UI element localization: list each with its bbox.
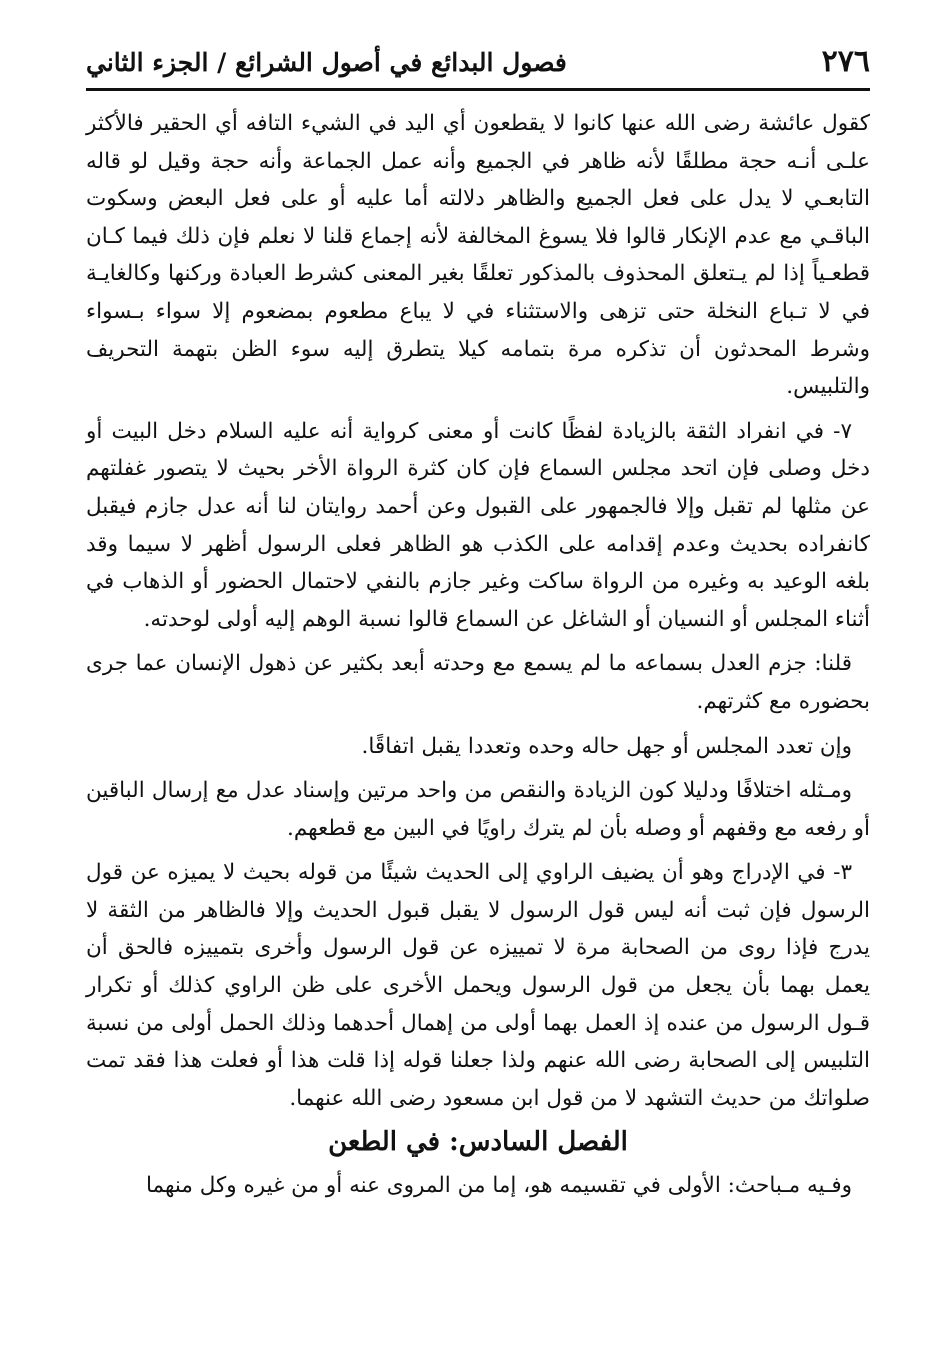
- paragraph-5: ومـثله اختلافًا ودليلا كون الزيادة والنقص من واحد مرتين وإسناد عدل مع إرسال الباقين أو رفعه مع وقفهم أو وصله بأن لم يترك راويًا في البين مع قطعهم.: [86, 778, 870, 841]
- page-header: [86, 38, 870, 91]
- section-first-paragraph: وفـيه مـباحث: الأولى في تقسيمه هو، إما من المروى عنه أو من غيره وكل منهما: [146, 1173, 852, 1199]
- page-number: ٢٧٦: [821, 44, 870, 79]
- paragraph-3: قلنا: جزم العدل بسماعه ما لم يسمع مع وحدته أبعد بكثير عن ذهول الإنسان عما جرى بحضوره مع كثرتهم.: [86, 651, 870, 714]
- paragraph-1: كقول عائشة رضى الله عنها كانوا لا يقطعون أي اليد في الشيء التافه أي الحقير فالأكثر علـى أنـه حجة مطلقًا لأنه ظاهر في الجميع وأنه عمل الجماعة وأنه حجة وقيل لو قاله التابعـي لا يدل على فعل الجميع والظاهر دلالته أما عليه أو على فعل البعض وسكوت الباقـي مع عدم الإنكار قالوا فلا يسوغ المخالفة لأنه إجماع قلنا لا نعلم فإن ذلك فيما كـان قطعـياً إذا لم يـتعلق المحذوف بالمذكور تعلقًا بغير المعنى كشرط العبادة وركنها وكالغايـة في لا تـباع النخلة حتى تزهى والاستثناء في لا يباع مطعوم بمضعوم إلا سواء بـسواء وشرط المحدثون أن تذكره مرة بتمامه كيلا يتطرق إليه سوء الظن بتهمة التحريف والتلبيس.: [86, 111, 870, 400]
- paragraph-4: وإن تعدد المجلس أو جهل حاله وحده وتعددا يقبل اتفاقًا.: [361, 733, 852, 759]
- page-body: [86, 91, 870, 1205]
- document-page: [86, 38, 870, 1205]
- paragraph-6: ٣- في الإدراج وهو أن يضيف الراوي إلى الحديث شيئًا من قوله بحيث لا يميزه عن قول الرسول فإن ثبت أنه ليس قول الرسول لا يقبل قبول الحديث وإلا فالظاهر من الثقة لا يدرج فإذا روى من الصحابة مرة لا تمييزه عن قول الرسول وأخرى بتمييزه فالحق أن يعمل بهما بأن يجعل من قول الرسول ويحمل الأخرى على ظن الراوي كذلك أو تكرار قـول الرسول من عنده إذ العمل بهما أولى من إهمال أحدهما وذلك الحمل أولى من نسبة التلبيس إلى الصحابة رضى الله عنهم ولذا جعلنا قوله إذا قلت هذا أو فعلت هذا فقد تمت صلواتك من حديث التشهد لا من قول ابن مسعود رضى الله عنهما.: [86, 860, 870, 1111]
- running-title: فصول البدائع في أصول الشرائع / الجزء الثاني: [86, 48, 567, 77]
- section-heading: الفصل السادس: في الطعن: [328, 1127, 628, 1158]
- paragraph-2: ٧- في انفراد الثقة بالزيادة لفظًا كانت أو معنى كرواية أنه عليه السلام دخل البيت أو دخل وصلى فإن اتحد مجلس السماع فإن كان كثرة الرواة الأخر بحيث لا يتصور غفلتهم عن مثلها لم تقبل وإلا فالجمهور على القبول وعن أحمد روايتان لنا أنه عدل جازم فيقبل كانفراده بحديث وعدم إقدامه على الكذب هو الظاهر فعلى الرسول أظهر لا سيما وقد بلغه الوعيد به وغيره من الرواة ساكت وغير جازم بالنفي لاحتمال الحضور أو الذهاب في أثناء المجلس أو النسيان أو الشاغل عن السماع قالوا نسبة الوهم إليه أولى لوحدته.: [86, 418, 870, 632]
